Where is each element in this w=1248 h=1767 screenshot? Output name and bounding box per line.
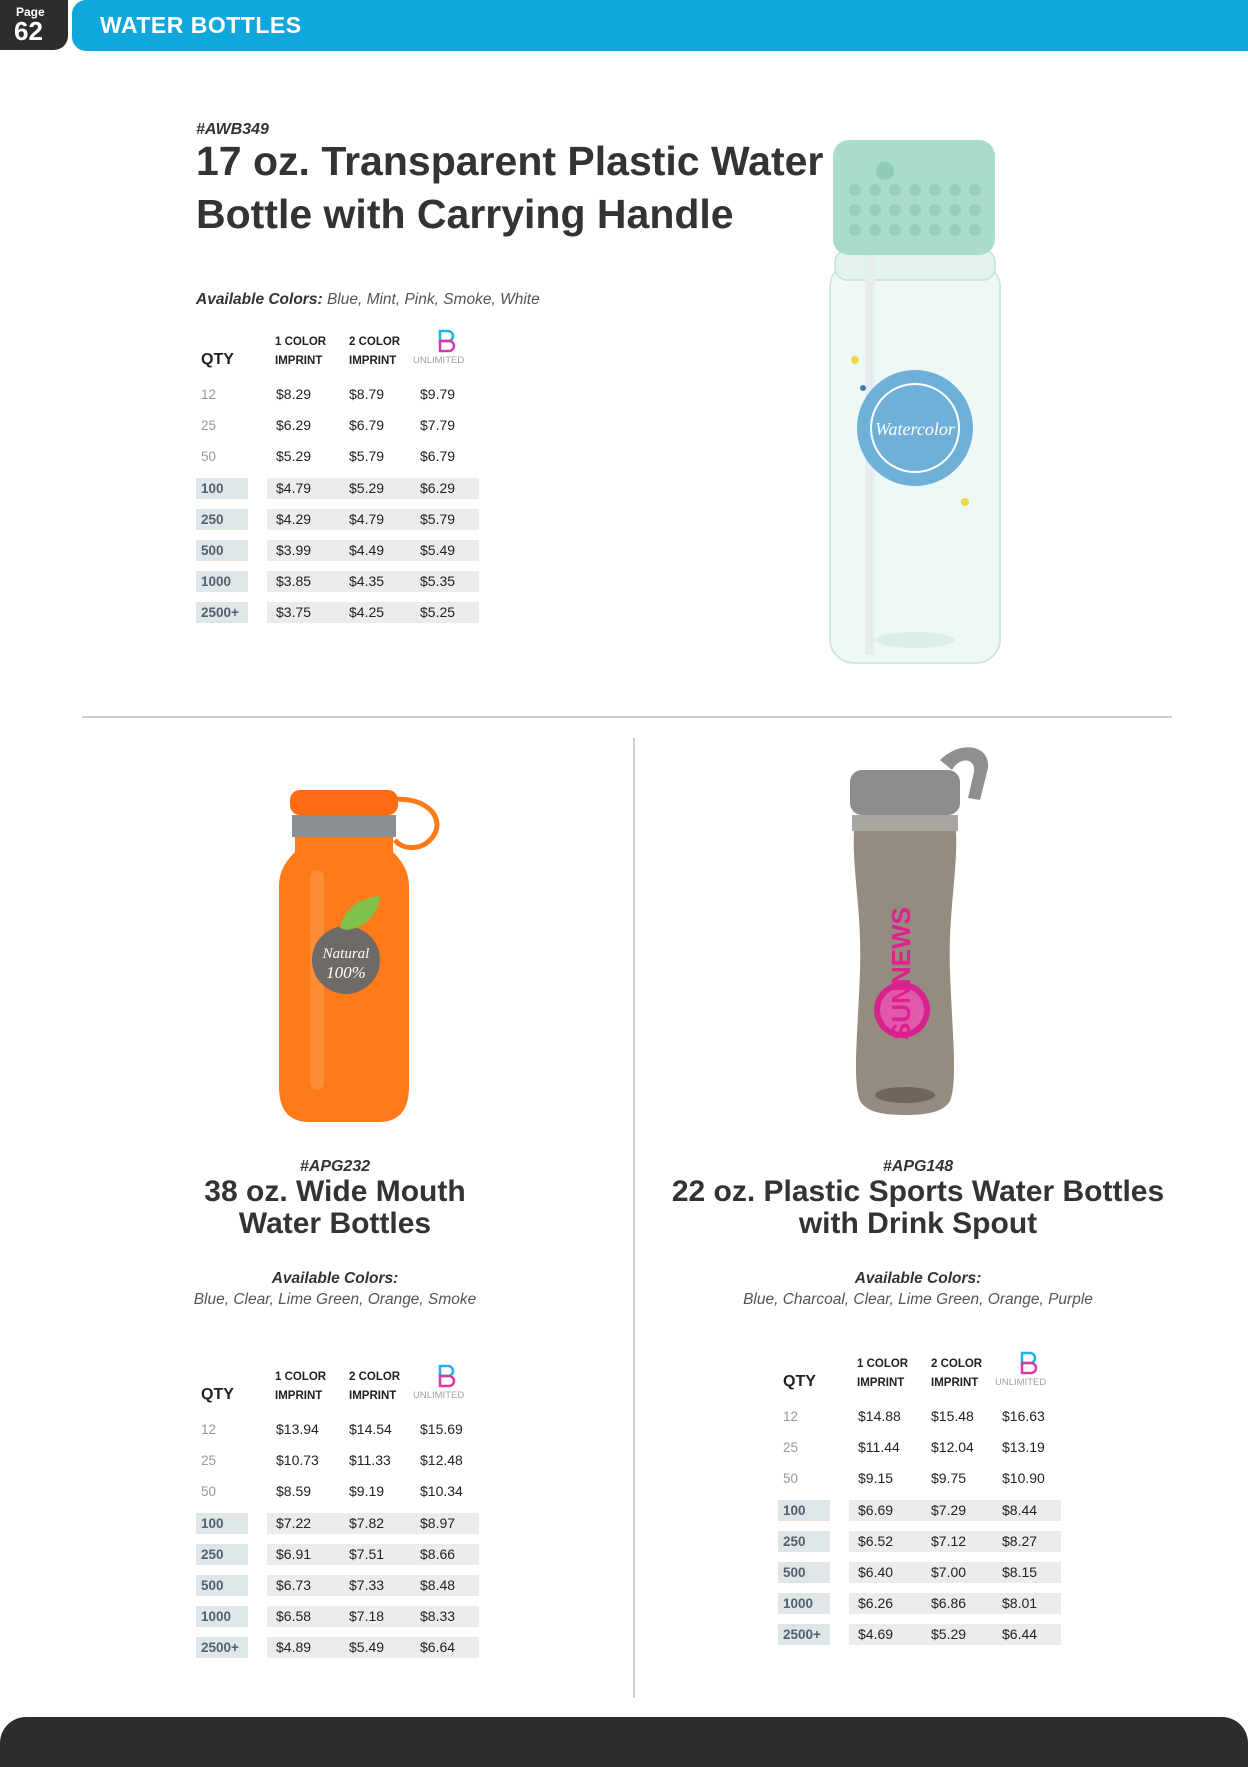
unlimited-price: $6.79	[420, 448, 456, 465]
price-row	[196, 1571, 486, 1602]
qty-header: QTY	[201, 351, 234, 368]
price-table-header	[778, 1350, 1068, 1402]
two-color-price: $4.79	[349, 510, 385, 527]
two-color-price: $6.79	[349, 417, 385, 434]
qty-cell: 250	[196, 1544, 248, 1565]
one-color-price: $4.69	[858, 1626, 894, 1643]
unlimited-price: $8.44	[1002, 1501, 1038, 1518]
svg-text:UNLIMITED: UNLIMITED	[413, 355, 465, 366]
price-row	[778, 1620, 1068, 1651]
two-color-header: 2 COLOR IMPRINT	[349, 336, 401, 367]
two-color-price: $5.79	[349, 448, 385, 465]
price-row	[196, 567, 486, 598]
product1-price-table	[196, 328, 486, 630]
qty-header: QTY	[783, 1373, 816, 1390]
price-row	[778, 1589, 1068, 1620]
one-color-price: $7.22	[276, 1514, 312, 1531]
unlimited-price: $5.49	[420, 541, 456, 558]
price-row	[196, 1540, 486, 1571]
two-color-price: $5.49	[349, 1639, 385, 1656]
product2-sku: #APG232	[299, 1158, 371, 1175]
unlimited-price: $8.33	[420, 1608, 456, 1625]
unlimited-logo-icon	[411, 328, 481, 368]
two-color-price: $7.29	[931, 1501, 967, 1518]
one-color-price: $8.59	[276, 1483, 312, 1500]
unlimited-price: $13.19	[1002, 1439, 1045, 1456]
two-color-price: $5.29	[931, 1626, 967, 1643]
qty-cell: 500	[778, 1562, 830, 1583]
product3-sku: #APG148	[882, 1158, 954, 1175]
price-row	[196, 1509, 486, 1540]
two-color-price: $6.86	[931, 1595, 967, 1612]
qty-cell: 1000	[196, 571, 248, 592]
one-color-price: $5.29	[276, 448, 312, 465]
price-row	[196, 1602, 486, 1633]
two-color-price: $9.75	[931, 1470, 967, 1487]
price-row	[196, 474, 486, 505]
one-color-price: $8.29	[276, 386, 312, 402]
svg-text:100%: 100%	[326, 963, 366, 982]
product3-bottle-image	[840, 740, 1020, 1140]
qty-cell: 50	[201, 449, 217, 465]
unlimited-price: $12.48	[420, 1452, 463, 1469]
two-color-price: $7.12	[931, 1532, 967, 1549]
price-row	[778, 1433, 1068, 1464]
two-color-price: $4.25	[349, 604, 385, 621]
unlimited-price: $8.27	[1002, 1532, 1038, 1549]
price-row	[196, 1415, 486, 1446]
price-row	[778, 1558, 1068, 1589]
unlimited-price: $5.25	[420, 604, 456, 621]
page-label: Page	[16, 5, 45, 19]
unlimited-price: $8.66	[420, 1545, 456, 1562]
unlimited-price: $8.97	[420, 1514, 456, 1531]
svg-text:Watercolor: Watercolor	[875, 419, 955, 439]
one-color-header: 1 COLOR IMPRINT	[275, 336, 327, 367]
unlimited-price: $10.90	[1002, 1470, 1045, 1487]
two-color-header: 2 COLOR IMPRINT	[931, 1358, 983, 1389]
svg-text:UNLIMITED: UNLIMITED	[995, 1377, 1047, 1388]
unlimited-price: $9.79	[420, 386, 456, 402]
qty-cell: 1000	[196, 1606, 248, 1627]
unlimited-price: $8.01	[1002, 1595, 1038, 1612]
two-color-price: $7.82	[349, 1514, 385, 1531]
one-color-price: $3.85	[276, 573, 312, 590]
unlimited-price: $10.34	[420, 1483, 463, 1500]
price-row	[196, 411, 486, 442]
one-color-price: $11.44	[858, 1439, 900, 1456]
price-row	[196, 442, 486, 473]
qty-cell: 100	[196, 1513, 248, 1534]
price-row	[778, 1464, 1068, 1495]
price-table-header	[196, 328, 486, 380]
two-color-price: $12.04	[931, 1439, 974, 1456]
svg-text:UNLIMITED: UNLIMITED	[413, 1390, 465, 1401]
qty-cell: 50	[783, 1471, 799, 1487]
section-title: WATER BOTTLES	[100, 12, 302, 38]
qty-cell: 100	[778, 1500, 830, 1521]
price-row	[196, 1446, 486, 1477]
one-color-price: $3.99	[276, 541, 312, 558]
qty-header: QTY	[201, 1386, 234, 1403]
qty-cell: 500	[196, 1575, 248, 1596]
one-color-price: $14.88	[858, 1408, 901, 1424]
qty-cell: 100	[196, 478, 248, 499]
two-color-price: $4.49	[349, 541, 385, 558]
one-color-header: 1 COLOR IMPRINT	[275, 1371, 327, 1402]
one-color-price: $6.52	[858, 1532, 894, 1549]
one-color-price: $6.69	[858, 1501, 894, 1518]
unlimited-price: $6.29	[420, 479, 456, 496]
qty-cell: 2500+	[196, 1637, 248, 1658]
qty-cell: 250	[778, 1531, 830, 1552]
qty-cell: 500	[196, 540, 248, 561]
qty-cell: 25	[201, 418, 217, 434]
two-color-price: $7.33	[349, 1576, 385, 1593]
unlimited-logo-icon	[993, 1350, 1063, 1390]
price-row	[196, 505, 486, 536]
one-color-price: $6.73	[276, 1576, 312, 1593]
product1-sku: #AWB349	[196, 121, 269, 138]
price-row	[778, 1527, 1068, 1558]
one-color-header: 1 COLOR IMPRINT	[857, 1358, 909, 1389]
unlimited-price: $5.79	[420, 510, 456, 527]
qty-cell: 2500+	[196, 602, 248, 623]
product2-colors: Available Colors: Blue, Clear, Lime Green, Orange, Smoke	[193, 1270, 477, 1308]
two-color-price: $15.48	[931, 1408, 974, 1424]
product3-colors: Available Colors: Blue, Charcoal, Clear, Lime Green, Orange, Purple	[743, 1270, 1093, 1308]
section-banner	[72, 0, 1248, 51]
product1-colors	[196, 291, 540, 309]
two-color-price: $11.33	[349, 1452, 391, 1469]
price-row	[196, 536, 486, 567]
product2-title: 38 oz. Wide Mouth Water Bottles	[204, 1175, 466, 1240]
vertical-divider	[633, 738, 635, 1698]
unlimited-price: $6.64	[420, 1639, 456, 1656]
qty-cell: 12	[201, 1422, 217, 1437]
one-color-price: $3.75	[276, 604, 312, 621]
qty-cell: 25	[201, 1453, 217, 1469]
one-color-price: $6.91	[276, 1545, 312, 1562]
one-color-price: $6.58	[276, 1608, 312, 1625]
two-color-header: 2 COLOR IMPRINT	[349, 1371, 401, 1402]
qty-cell: 50	[201, 1484, 217, 1500]
one-color-price: $6.26	[858, 1595, 894, 1612]
price-row	[196, 1633, 486, 1664]
one-color-price: $10.73	[276, 1452, 319, 1469]
price-row	[196, 1477, 486, 1508]
product1-bottle-image	[815, 130, 1015, 680]
unlimited-price: $5.35	[420, 573, 456, 590]
one-color-price: $4.79	[276, 479, 312, 496]
product1-colors-list: Blue, Mint, Pink, Smoke, White	[326, 291, 540, 308]
product3-price-table	[778, 1350, 1068, 1652]
svg-text:SUNNEWS: SUNNEWS	[886, 907, 916, 1040]
one-color-price: $4.29	[276, 510, 312, 527]
unlimited-price: $8.48	[420, 1576, 456, 1593]
two-color-price: $5.29	[349, 479, 385, 496]
horizontal-divider	[82, 716, 1172, 718]
two-color-price: $7.18	[349, 1608, 385, 1625]
price-row	[778, 1496, 1068, 1527]
unlimited-price: $6.44	[1002, 1626, 1038, 1643]
price-table-header	[196, 1363, 486, 1415]
qty-cell: 12	[201, 387, 217, 402]
page-number-tab	[0, 0, 68, 50]
price-row	[196, 380, 486, 411]
qty-cell: 1000	[778, 1593, 830, 1614]
svg-text:Natural: Natural	[322, 946, 370, 962]
product1-colors-label: Available Colors:	[196, 291, 323, 308]
qty-cell: 25	[783, 1440, 799, 1456]
page-number: 62	[14, 16, 43, 46]
unlimited-price: $15.69	[420, 1421, 463, 1437]
unlimited-price: $16.63	[1002, 1408, 1045, 1424]
qty-cell: 2500+	[778, 1624, 830, 1645]
qty-cell: 250	[196, 509, 248, 530]
price-row	[778, 1402, 1068, 1433]
unlimited-logo-icon	[411, 1363, 481, 1403]
one-color-price: $4.89	[276, 1639, 312, 1656]
page-footer-bar	[0, 1717, 1248, 1767]
one-color-price: $6.29	[276, 417, 312, 434]
unlimited-price: $7.79	[420, 417, 456, 434]
two-color-price: $9.19	[349, 1483, 385, 1500]
product2-bottle-image	[250, 780, 450, 1140]
one-color-price: $6.40	[858, 1563, 894, 1580]
product2-price-table	[196, 1363, 486, 1665]
two-color-price: $4.35	[349, 573, 385, 590]
one-color-price: $13.94	[276, 1421, 319, 1437]
two-color-price: $8.79	[349, 386, 385, 402]
price-row	[196, 598, 486, 629]
unlimited-price: $8.15	[1002, 1563, 1038, 1580]
two-color-price: $14.54	[349, 1421, 392, 1437]
one-color-price: $9.15	[858, 1470, 894, 1487]
qty-cell: 12	[783, 1409, 799, 1424]
product1-title: 17 oz. Transparent Plastic Water Bottle with Carrying Handle	[196, 138, 824, 237]
two-color-price: $7.51	[349, 1545, 385, 1562]
two-color-price: $7.00	[931, 1563, 967, 1580]
product3-title: 22 oz. Plastic Sports Water Bottles with Drink Spout	[671, 1175, 1165, 1240]
